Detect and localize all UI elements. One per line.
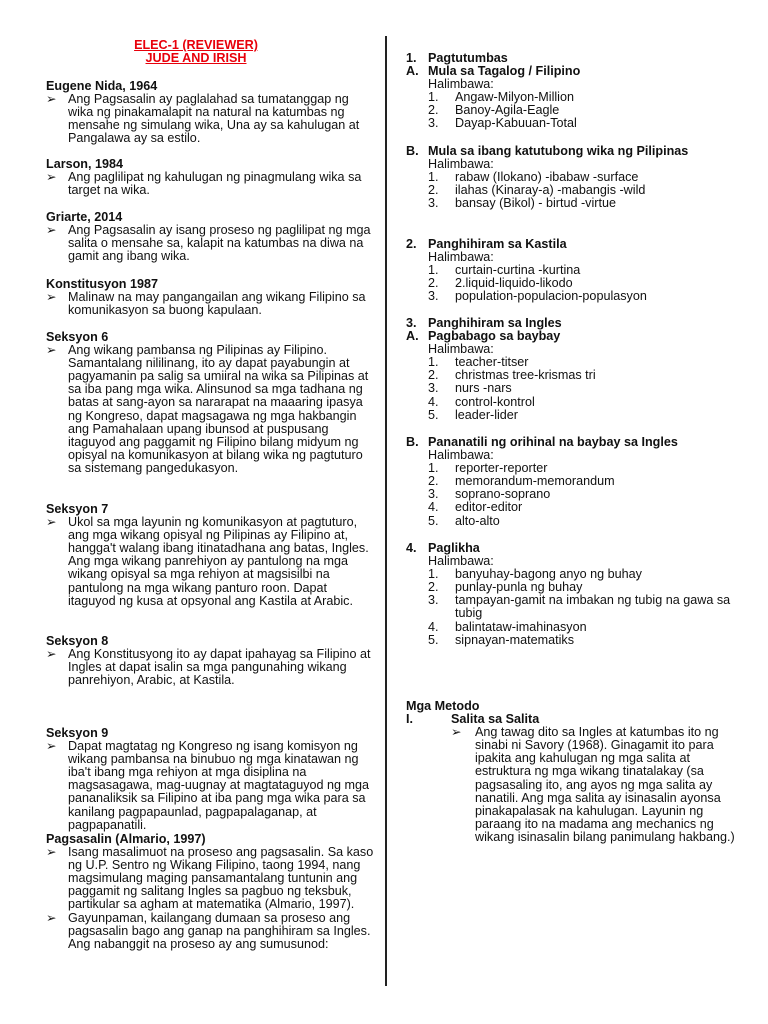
subsection-heading: A. Mula sa Tagalog / Filipino bbox=[406, 64, 581, 79]
arrow-bullet-icon: ➢ bbox=[46, 290, 57, 305]
example-item: 2. ilahas (Kinaray-a) -mabangis -wild bbox=[428, 183, 646, 198]
arrow-bullet-icon: ➢ bbox=[46, 515, 57, 530]
example-item: 2. memorandum-memorandum bbox=[428, 474, 615, 489]
item-number: 2. bbox=[428, 276, 439, 291]
subsection-heading: B. Pananatili ng orihinal na baybay sa Ingles bbox=[406, 435, 678, 449]
bullet-item: ➢ Ang Pagsasalin ay isang proseso ng paglilipat ng mga salita o mensahe sa, kalapit na katumbas na diwa na gamit ang ibang wika. bbox=[46, 223, 371, 264]
section-seksyon-8 bbox=[46, 635, 376, 687]
section-seksyon-6 bbox=[46, 331, 376, 475]
section-heading: Eugene Nida, 1964 bbox=[46, 79, 158, 93]
item-number: 3. bbox=[428, 116, 439, 131]
item-number: 3. bbox=[428, 593, 439, 608]
subsection-heading: B. Mula sa ibang katutubong wika ng Pilipinas bbox=[406, 144, 689, 158]
section-heading: Mga Metodo bbox=[406, 699, 480, 713]
arrow-bullet-icon: ➢ bbox=[46, 223, 57, 238]
section-heading: Seksyon 9 bbox=[46, 726, 109, 740]
section-paglikha bbox=[406, 542, 736, 647]
example-item: 1. curtain-curtina -kurtina bbox=[428, 263, 581, 278]
example-item: 4. balintataw-imahinasyon bbox=[428, 619, 587, 634]
section-heading: Griarte, 2014 bbox=[46, 210, 123, 224]
example-item: 3. soprano-soprano bbox=[428, 487, 551, 502]
example-list bbox=[406, 91, 736, 130]
arrow-bullet-icon: ➢ bbox=[46, 739, 57, 754]
section-heading: 1. Pagtutumbas bbox=[406, 51, 508, 65]
example-list bbox=[406, 462, 736, 527]
example-item: 5. alto-alto bbox=[428, 513, 500, 528]
example-item: 2. 2.liquid-liquido-likodo bbox=[428, 276, 573, 291]
section-ibang-katutubong-wika bbox=[406, 145, 736, 210]
item-number: 4. bbox=[428, 500, 439, 515]
arrow-bullet-icon: ➢ bbox=[46, 910, 57, 925]
item-number: 3. bbox=[428, 487, 439, 502]
item-number: 2. bbox=[428, 368, 439, 383]
item-number: 2. bbox=[428, 103, 439, 118]
item-number: 2. bbox=[428, 183, 439, 198]
example-item: 2. punlay-punla ng buhay bbox=[428, 580, 583, 595]
example-item: 3. nurs -nars bbox=[428, 381, 512, 396]
section-seksyon-7 bbox=[46, 503, 376, 608]
bullet-item: ➢ Ang Pagsasalin ay paglalahad sa tumatanggap ng wika ng pinakamalapit na natural na katumbas ng mensahe ng simulang wika, Una ay sa kahulugan at Pangalawa ay sa estilo. bbox=[46, 92, 360, 146]
example-item: 3. population-populacion-populasyon bbox=[428, 289, 647, 304]
item-number: 1. bbox=[428, 461, 439, 476]
bullet-item: ➢ Ang tawag dito sa Ingles at katumbas ito ng sinabi ni Savory (1968). Ginagamit ito para ipakita ang kahulugan ng mga salita at estruktura ng mga wikang tinatalakay (sa pagsasaling ito, ang ayos ng mga salita ay nanatili. Ang mga salita ay isinasalin ayonsa pinakapalasak na kahulugan. Layunin ng paraang ito na madama ang mechanics ng wikang isinasalin bilang panimulang hakbang.) bbox=[451, 725, 735, 844]
column-divider bbox=[385, 36, 387, 986]
section-nida bbox=[46, 80, 376, 145]
example-item: 4. editor-editor bbox=[428, 500, 523, 515]
example-item: 1. teacher-titser bbox=[428, 355, 529, 370]
item-number: 1. bbox=[428, 170, 439, 185]
example-item: 2. christmas tree-krismas tri bbox=[428, 368, 596, 383]
section-heading: 2. Panghihiram sa Kastila bbox=[406, 237, 567, 251]
section-larson bbox=[46, 158, 376, 197]
item-number: 2. bbox=[428, 474, 439, 489]
section-heading: 3. Panghihiram sa Ingles bbox=[406, 316, 562, 330]
bullet-item: ➢ Malinaw na may pangangailan ang wikang Filipino sa komunikasyon sa buong kapulaan. bbox=[46, 290, 366, 318]
arrow-bullet-icon: ➢ bbox=[46, 343, 57, 358]
section-heading: Seksyon 8 bbox=[46, 634, 109, 648]
bullet-item: ➢ Ukol sa mga layunin ng komunikasyon at pagtuturo, ang mga wikang opisyal ng Pilipinas ay Filipino at, hangga't walang ibang itinatadhana ang batas, Ingles. Ang mga wikang panrehiyon ay pantulong na mga wikang opisyal sa mga rehiyon at magsisilbi na pantulong na mga wikang panturo roon. Dapat itaguyod ng kusa at opsyonal ang Kastila at Arabic. bbox=[46, 515, 369, 608]
item-number: 4. bbox=[428, 619, 439, 634]
section-konstitusyon bbox=[46, 278, 376, 317]
example-item: 1. banyuhay-bagong anyo ng buhay bbox=[428, 567, 642, 582]
example-label: Halimbawa: bbox=[428, 157, 494, 172]
example-item: 5. leader-lider bbox=[428, 407, 518, 422]
section-mga-metodo bbox=[406, 700, 736, 844]
section-panghihiram-ingles bbox=[406, 317, 736, 422]
item-number: 1. bbox=[428, 263, 439, 278]
subsection-heading: A. Pagbabago sa baybay bbox=[406, 329, 561, 344]
section-pananatili-baybay bbox=[406, 436, 736, 528]
section-seksyon-9 bbox=[46, 727, 376, 832]
item-number: 1. bbox=[428, 90, 439, 105]
bullet-item: ➢ Isang masalimuot na proseso ang pagsasalin. Sa kaso ng U.P. Sentro ng Wikang Filipino, taong 1994, nang magsimulang maging pansamantalang tuntunin ang paggamit ng salitang Ingles sa pagbuo ng teksbuk, partikular sa agham at matematika (Almario, 1997). bbox=[46, 845, 374, 912]
example-label: Halimbawa: bbox=[428, 554, 494, 569]
example-item: 1. rabaw (Ilokano) -ibabaw -surface bbox=[428, 170, 639, 185]
example-label: Halimbawa: bbox=[428, 448, 494, 463]
arrow-bullet-icon: ➢ bbox=[46, 647, 57, 662]
example-list bbox=[406, 568, 736, 647]
arrow-bullet-icon: ➢ bbox=[46, 92, 57, 107]
example-item: 5. sipnayan-matematiks bbox=[428, 632, 574, 647]
arrow-bullet-icon: ➢ bbox=[451, 725, 462, 740]
example-label: Halimbawa: bbox=[428, 250, 494, 265]
item-number: 3. bbox=[428, 289, 439, 304]
subsection-heading: I. Salita sa Salita bbox=[406, 712, 540, 727]
section-heading: Pagsasalin (Almario, 1997) bbox=[46, 832, 206, 846]
item-number: 5. bbox=[428, 632, 439, 647]
section-pagsasalin-almario bbox=[46, 833, 376, 951]
item-number: 1. bbox=[428, 567, 439, 582]
section-heading: Seksyon 6 bbox=[46, 330, 109, 344]
arrow-bullet-icon: ➢ bbox=[46, 845, 57, 860]
section-panghihiram-kastila bbox=[406, 238, 736, 303]
section-heading: Larson, 1984 bbox=[46, 157, 124, 171]
example-list bbox=[406, 356, 736, 421]
item-number: 3. bbox=[428, 196, 439, 211]
document-title: ELEC-1 (REVIEWER) bbox=[134, 38, 258, 52]
example-item: 1. reporter-reporter bbox=[428, 461, 548, 476]
bullet-item: ➢ Ang paglilipat ng kahulugan ng pinagmulang wika sa target na wika. bbox=[46, 170, 362, 198]
bullet-item: ➢ Ang wikang pambansa ng Pilipinas ay Filipino. Samantalang nililinang, ito ay dapat payabungin at pagyamanin pa salig sa umiiral na wika sa Pilipinas at sa iba pang mga wika. Alinsunod sa mga tadhana ng batas at sang-ayon sa nararapat na maaaring ipasya ng Kongreso, dapat magsagawa ng mga hakbangin ang Pamahalaan upang ibunsod at puspusang itaguyod ang paggamit ng Filipino bilang midyum ng opisyal na komunikasyon at bilang wika ng pagtuturo sa sistemang pangedukasyon. bbox=[46, 343, 369, 475]
section-heading: Seksyon 7 bbox=[46, 502, 109, 516]
bullet-item: ➢ Gayunpaman, kailangang dumaan sa proseso ang pagsasalin bago ang ganap na panghihiram sa Ingles. Ang nabanggit na proseso ay ang sumusunod: bbox=[46, 910, 371, 951]
example-list bbox=[406, 171, 736, 210]
example-list bbox=[406, 264, 736, 303]
section-griarte bbox=[46, 211, 376, 263]
section-heading: Konstitusyon 1987 bbox=[46, 277, 158, 291]
section-heading: 4. Paglikha bbox=[406, 541, 480, 555]
example-item: 4. control-kontrol bbox=[428, 394, 535, 409]
example-item: 1. Angaw-Milyon-Million bbox=[428, 90, 574, 105]
item-number: 1. bbox=[428, 355, 439, 370]
arrow-bullet-icon: ➢ bbox=[46, 170, 57, 185]
item-number: 5. bbox=[428, 407, 439, 422]
example-label: Halimbawa: bbox=[428, 342, 494, 357]
item-number: 2. bbox=[428, 580, 439, 595]
document-subtitle: JUDE AND IRISH bbox=[145, 51, 247, 65]
item-number: 4. bbox=[428, 394, 439, 409]
example-item: 2. Banoy-Agila-Eagle bbox=[428, 103, 560, 118]
bullet-item: ➢ Dapat magtatag ng Kongreso ng isang komisyon ng wikang pambansa na binubuo ng mga kinatawan ng iba't ibang mga rehiyon at mga disiplina na magsasagawa, mag-uugnay at magtataguyod ng mga pananaliksik sa Filipino at iba pang mga wika para sa kanilang pagpapaunlad, pagpapalaganap, at pagpapanatili. bbox=[46, 739, 370, 832]
item-number: 5. bbox=[428, 513, 439, 528]
example-item: 3. tampayan-gamit na imbakan ng tubig na gawa sa tubig bbox=[428, 593, 731, 621]
bullet-item: ➢ Ang Konstitusyong ito ay dapat ipahayag sa Filipino at Ingles at dapat isalin sa mga pangunahing wikang panrehiyon, Arabic, at Kastila. bbox=[46, 647, 371, 688]
example-label: Halimbawa: bbox=[428, 77, 494, 92]
example-item: 3. bansay (Bikol) - birtud -virtue bbox=[428, 196, 616, 211]
item-number: 3. bbox=[428, 381, 439, 396]
example-item: 3. Dayap-Kabuuan-Total bbox=[428, 116, 577, 131]
section-pagtutumbas bbox=[406, 52, 736, 131]
